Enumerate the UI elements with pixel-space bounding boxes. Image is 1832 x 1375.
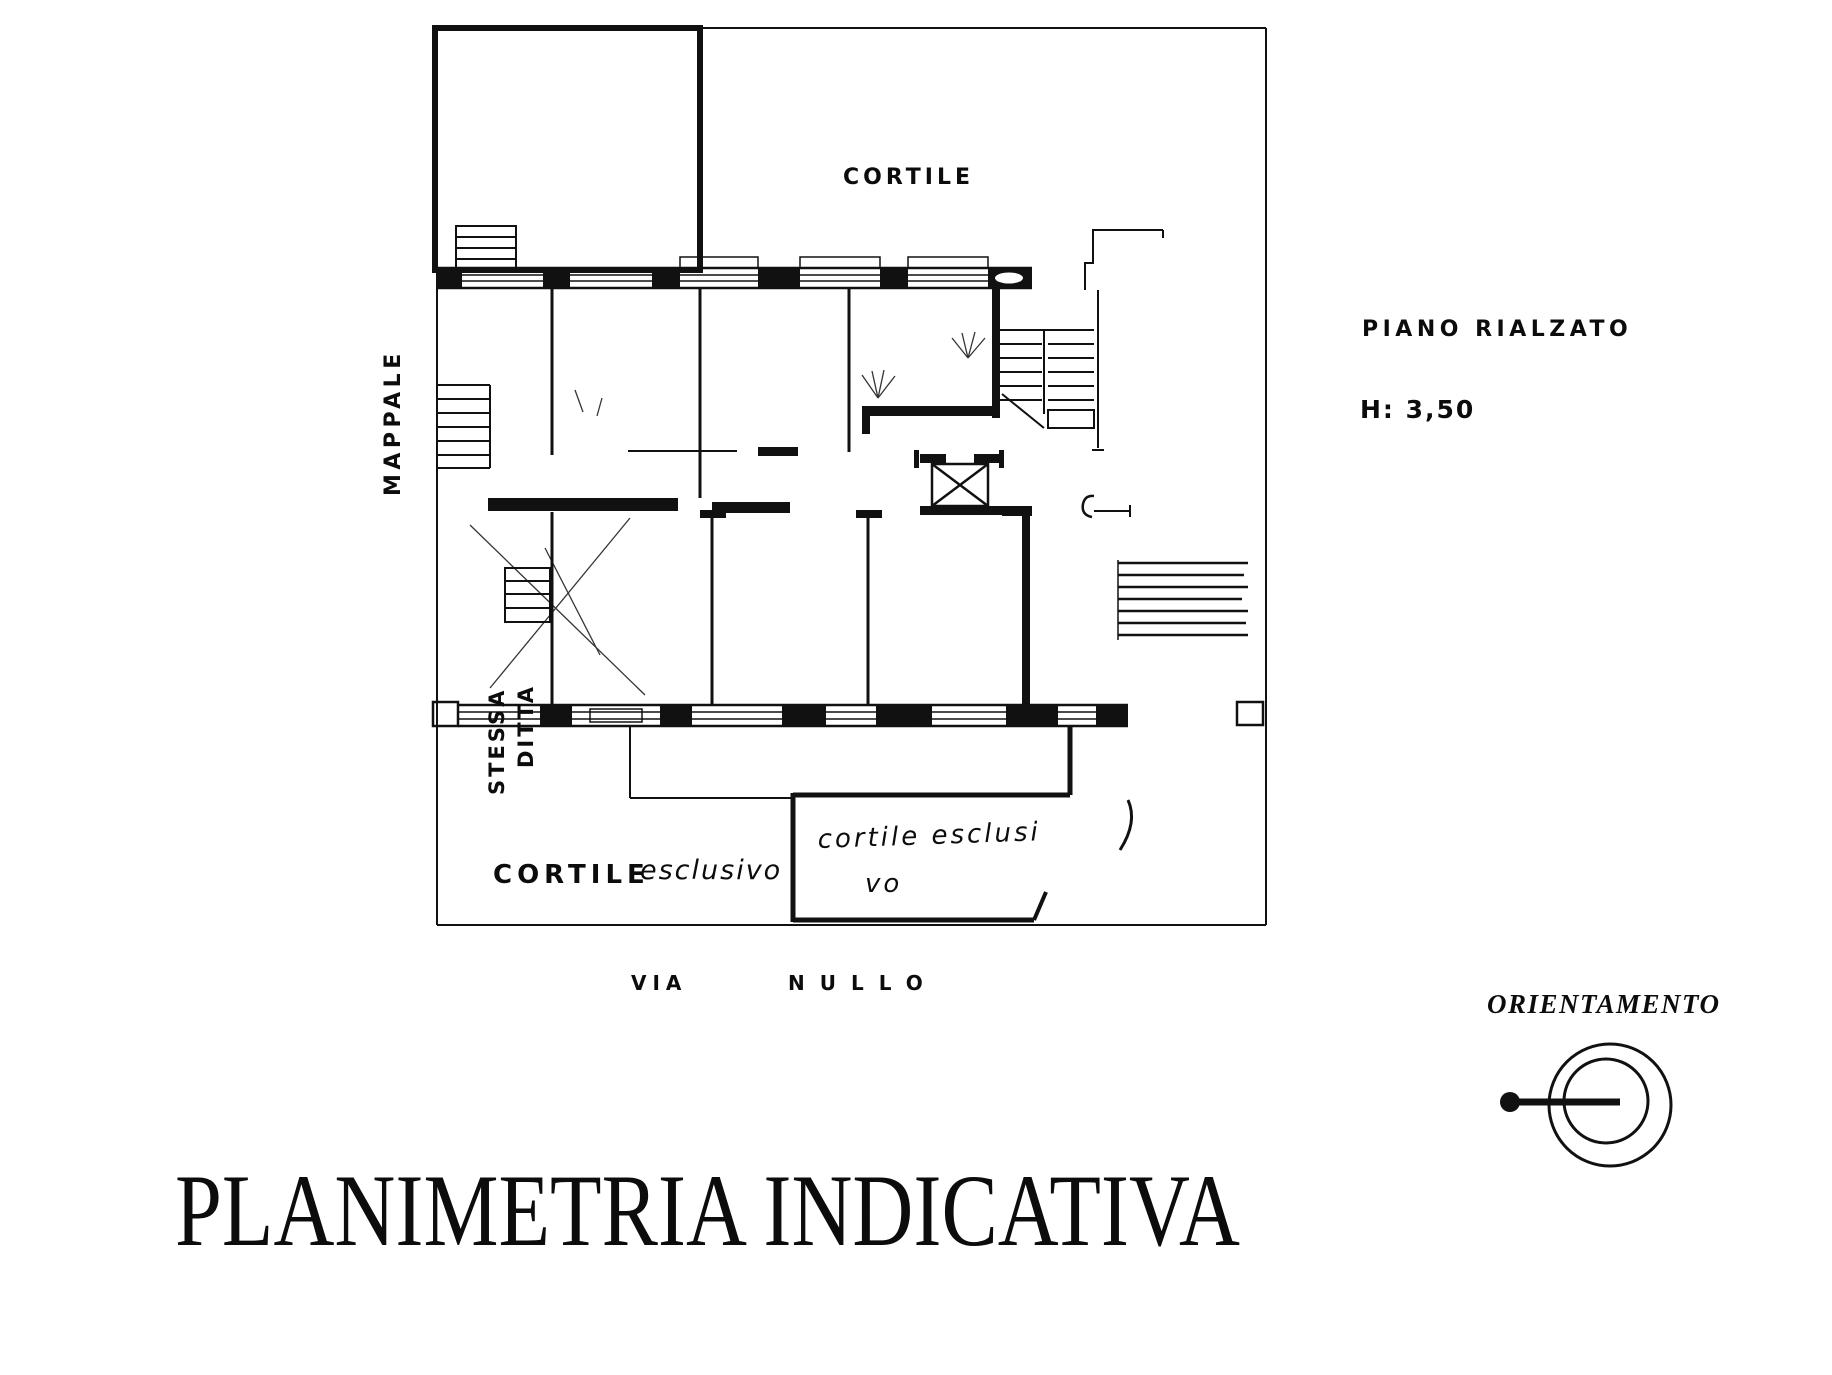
mappale-label: MAPPALE [381, 349, 406, 496]
courtyard-bottom-label: CORTILE [493, 860, 650, 890]
handwritten-note-line1: cortile esclusi [817, 817, 1042, 855]
annex-building-outline [435, 28, 700, 270]
compass-needle-dot [1500, 1092, 1520, 1112]
interior-walls [488, 288, 1130, 706]
left-stair-small [505, 568, 550, 622]
floor-label: PIANO RIALZATO [1362, 317, 1633, 342]
street-word2: NULLO [788, 971, 938, 995]
elevator-shaft [914, 450, 1004, 515]
hand-sketch-marks [470, 332, 985, 695]
site-boundary [437, 28, 1266, 925]
bottom-facade [433, 702, 1263, 727]
main-staircase [1000, 330, 1094, 428]
handwritten-note-line2: vo [865, 869, 903, 899]
courtyard-top-label: CORTILE [843, 165, 975, 190]
ditta-label: DITTA [514, 684, 538, 768]
stessa-label: STESSA [485, 687, 509, 795]
sheet-title: PLANIMETRIA INDICATIVA [175, 1154, 1240, 1268]
courtyard-bottom-note: esclusivo [640, 855, 783, 886]
left-stair [437, 385, 490, 468]
right-wall-stub [1237, 702, 1263, 725]
oval-window [995, 273, 1023, 284]
hand-squiggle-stroke [1120, 800, 1132, 850]
entrance-landing [1085, 230, 1163, 450]
street-word1: VIA [631, 971, 688, 995]
orientation-symbol [1487, 989, 1721, 1166]
hand-overshoot-stroke [1034, 892, 1046, 920]
top-left-stair [456, 226, 516, 268]
height-label: H: 3,50 [1360, 395, 1476, 424]
right-external-steps [1118, 560, 1248, 640]
orientation-label: ORIENTAMENTO [1487, 989, 1721, 1019]
